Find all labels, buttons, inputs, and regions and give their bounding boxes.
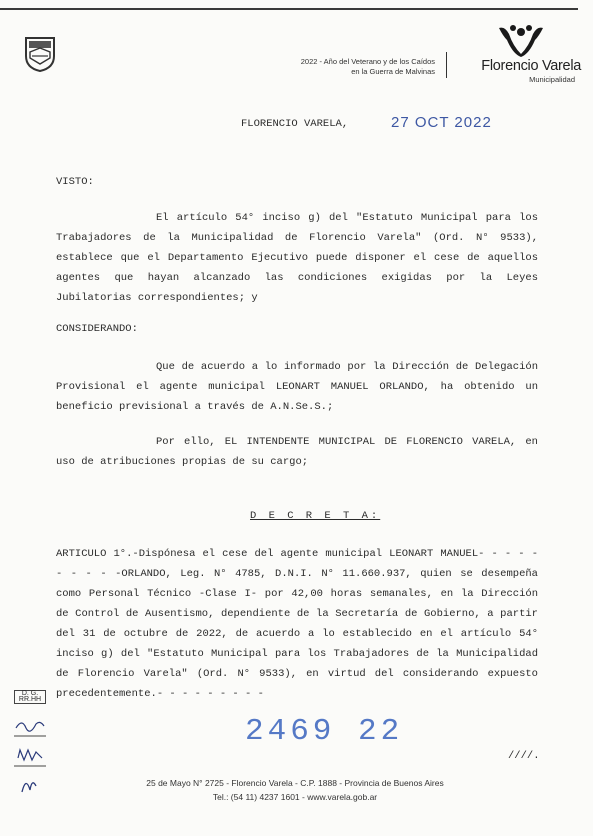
footer-contact: Tel.: (54 11) 4237 1601 - www.varela.gob.ar: [212, 792, 378, 802]
municipal-seal-icon: [24, 34, 56, 72]
considerando-paragraph: Que de acuerdo a lo informado por la Dirección de Delegación Provisional el agente municipal LEONART MANUEL ORLANDO, ha obtenido un beneficio previsional a través de A.N.Se.S.;: [56, 361, 538, 413]
motto-line-2: en la Guerra de Malvinas: [351, 67, 435, 76]
continuation-mark: ////.: [508, 750, 540, 762]
motto-line-1: 2022 - Año del Veterano y de los Caídos: [300, 57, 435, 66]
brand-name: Florencio Varela: [481, 58, 581, 74]
place-name: FLORENCIO VARELA,: [241, 118, 349, 130]
date-stamp: 27 OCT 2022: [391, 114, 492, 131]
florencio-varela-logo-icon: [495, 24, 547, 58]
decreta-heading: D E C R E T A:: [250, 510, 381, 522]
brand-subtitle: Municipalidad: [529, 75, 575, 84]
header-divider: [446, 52, 447, 78]
header-motto: [230, 57, 435, 77]
hr-department-box: D. G. RR.HH: [14, 690, 46, 704]
decree-number-stamp: 2469 22: [245, 714, 404, 749]
considerando-label: CONSIDERANDO:: [56, 323, 138, 335]
por-ello-paragraph: Por ello, EL INTENDENTE MUNICIPAL DE FLORENCIO VARELA, en uso de atribuciones propias de su cargo;: [56, 436, 538, 468]
article-1-paragraph: ARTICULO 1°.-Dispónesa el cese del agente municipal LEONART MANUEL- - - - - - - - - -ORLANDO, Leg. N° 4785, D.N.I. N° 11.660.937, quien se desempeña como Personal Técnico -Clase I- por 42,00 horas semanales, en la Dirección de Control de Ausentismo, dependiente de la Secretaría de Gobierno, a partir del 31 de octubre de 2022, de acuerdo a lo establecido en el artículo 54° inciso g) del "Estatuto Municipal para los Trabajadores de la Municipalidad de Florencio Varela" (Ord. N° 9533), en virtud del considerando expuesto precedentemente.- - - - - - - - -: [56, 548, 538, 700]
visto-paragraph: El artículo 54° inciso g) del "Estatuto Municipal para los Trabajadores de la Municipalidad de Florencio Varela" (Ord. N° 9533), establece que el Departamento Ejecutivo puede disponer el cese de aquellos agentes que hayan alcanzado las condiciones exigidas por la Leyes Jubilatorias correspondientes; y: [56, 212, 538, 304]
footer-address: 25 de Mayo N° 2725 - Florencio Varela - C.P. 1888 - Provincia de Buenos Aires: [146, 778, 444, 788]
visto-label: VISTO:: [56, 176, 94, 188]
handwritten-initials-icon: [12, 714, 48, 804]
top-rule: [0, 8, 578, 10]
